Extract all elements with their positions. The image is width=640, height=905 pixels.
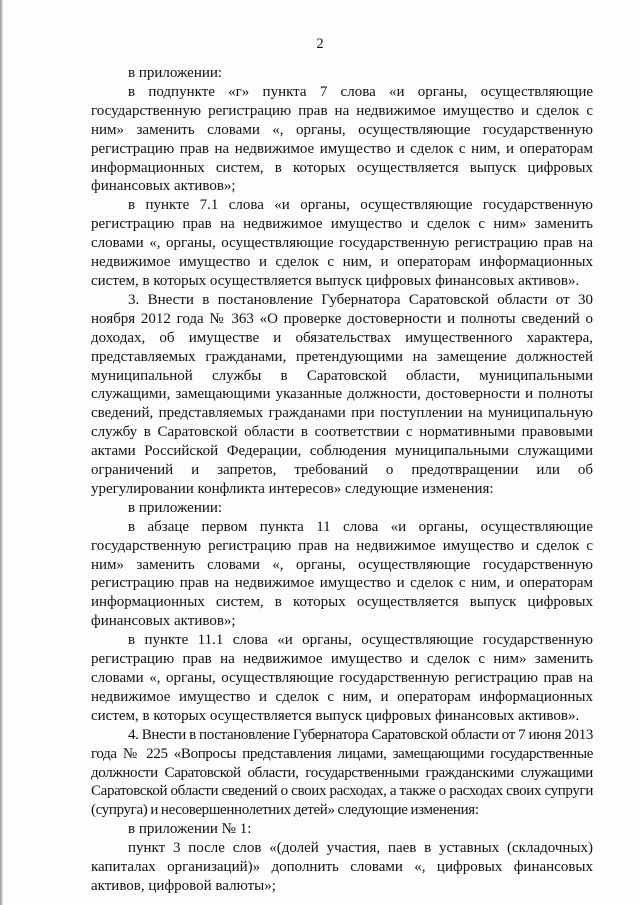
paragraph-section-3: 3. Внести в постановление Губернатора Саратовской области от 30 ноября 2012 года № 363 «О проверке достоверности и полноты сведений о доходах, об имуществе и обязательствах имущественного характера, представляемых гражданами, претендующими на замещение должностей муниципальной службы в Саратовской области, муниципальными служащими, замещающими указанные должности, достоверности и полноты сведений, представляемых гражданами при поступлении на муниципальную службу в Саратовской области в соответствии с нормативными правовыми актами Российской Федерации, соблюдения муниципальными служащими ограничений и запретов, требований о предотвращении или об урегулировании конфликта интересов» следующие изменения: xyxy=(91,291,593,497)
paragraph-in-appendix: в приложении: xyxy=(128,65,223,81)
paragraph-item-11-1: в пункте 11.1 слова «и органы, осуществляющие государственную регистрацию прав на недвижимое имущество и сделок с ним» заменить словами «, органы, осуществляющие государственную регистрацию прав на недвижимое имущество и сделок с ним, и операторам информационных систем, в которых осуществляется выпуск цифровых финансовых активов». xyxy=(91,632,593,724)
paragraph-subitem-g-item-7: в подпункте «г» пункта 7 слова «и органы, осуществляющие государственную регистрацию прав на недвижимое имущество и сделок с ним» заменить словами «, органы, осуществляющие государственную регистрацию прав на недвижимое имущество и сделок с ним, и операторам информационных систем, в которых осуществляется выпуск цифровых финансовых активов»; xyxy=(91,83,593,195)
page-number: 2 xyxy=(316,36,324,52)
paragraph-item-3: пункт 3 после слов «(долей участия, паев в уставных (складочных) капиталах организаций)» дополнить словами «, цифровых финансовых активов, цифровой валюты»; xyxy=(91,840,593,894)
paragraph-in-appendix-1: в приложении № 1: xyxy=(128,821,252,838)
paragraph-item-7-1: в пункте 7.1 слова «и органы, осуществляющие государственную регистрацию прав на недвижимое имущество и сделок с ним» заменить словами «, органы, осуществляющие государственную регистрацию прав на недвижимое имущество и сделок с ним, и операторам информационных систем, в которых осуществляется выпуск цифровых финансовых активов». xyxy=(91,197,593,289)
document-body xyxy=(91,64,593,896)
paragraph-item-11-first-paragraph: в абзаце первом пункта 11 слова «и органы, осуществляющие государственную регистрацию прав на недвижимое имущество и сделок с ним» заменить словами «, органы, осуществляющие государственную регистрацию прав на недвижимое имущество и сделок с ним, и операторам информационных систем, в которых осуществляется выпуск цифровых финансовых активов»; xyxy=(91,518,593,630)
paragraph-in-appendix: в приложении: xyxy=(128,499,223,516)
paragraph-section-4: 4. Внести в постановление Губернатора Саратовской области от 7 июня 2013 года № 225 «Вопросы представления лицами, замещающими государственные должности Саратовской области, государственными гражданскими служащими Саратовской области сведений о своих расходах, а также о расходах своих супруги (супруга) и несовершеннолетних детей» следующие изменения: xyxy=(91,726,593,819)
scan-edge-shadow xyxy=(0,0,3,905)
